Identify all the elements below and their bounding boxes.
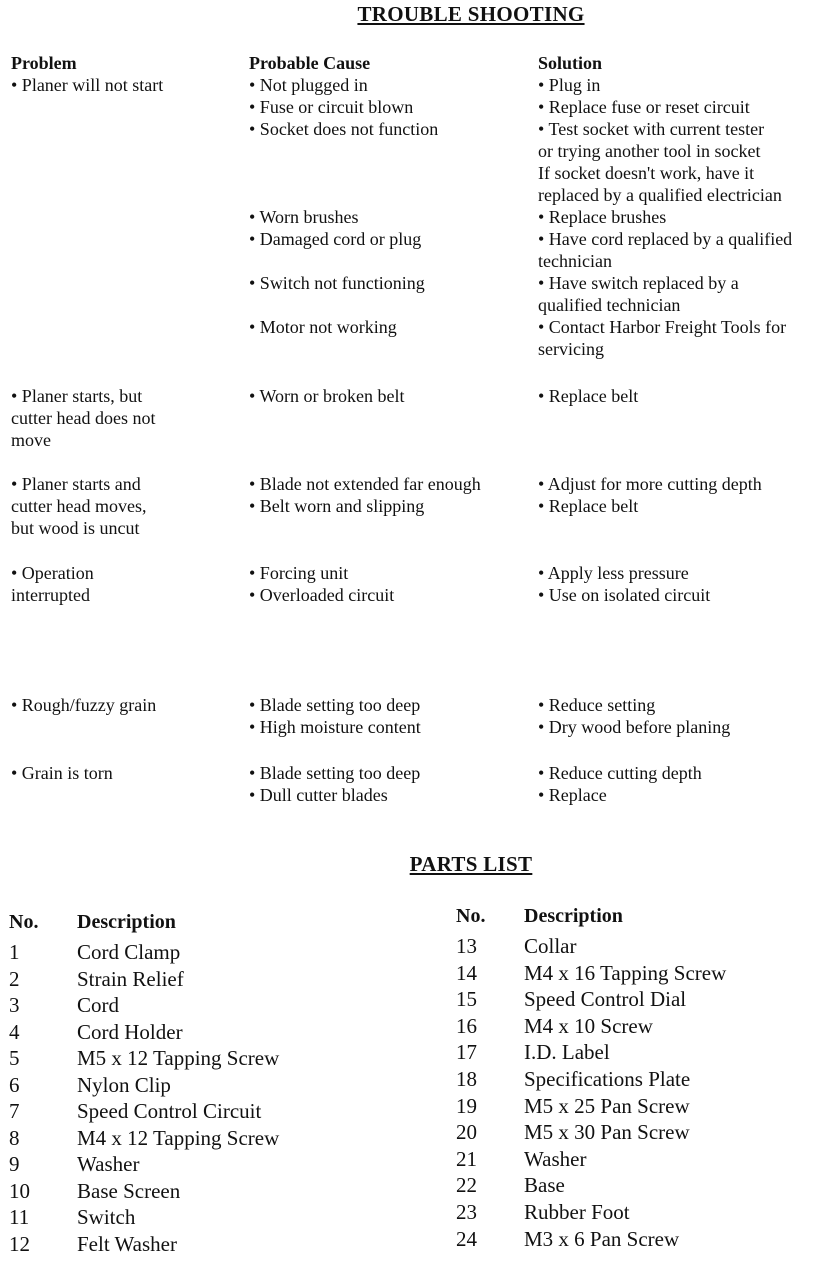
cause-item bbox=[249, 74, 529, 96]
cause-item bbox=[249, 762, 529, 784]
part-number: 20 bbox=[456, 1120, 477, 1145]
solution-item bbox=[538, 206, 816, 228]
problem-cell bbox=[11, 385, 236, 451]
solution-item bbox=[538, 74, 816, 96]
part-description: M5 x 25 Pan Screw bbox=[524, 1093, 690, 1118]
solution-cell bbox=[538, 694, 816, 738]
troubleshooting-title: TROUBLE SHOOTING bbox=[357, 2, 585, 26]
part-description: Washer bbox=[524, 1146, 587, 1171]
solution-cell bbox=[538, 562, 816, 606]
cause-item bbox=[249, 584, 529, 606]
solution-item bbox=[538, 473, 816, 495]
parts-header-description: Description bbox=[524, 905, 623, 927]
problem-text: cutter head does not bbox=[11, 408, 156, 428]
part-description: Cord bbox=[77, 993, 119, 1017]
cause-text: • Overloaded circuit bbox=[249, 585, 395, 605]
part-description: I.D. Label bbox=[524, 1040, 610, 1065]
cause-item bbox=[249, 228, 529, 272]
cause-item bbox=[249, 385, 529, 407]
solution-item bbox=[538, 495, 816, 517]
problem-cell bbox=[11, 562, 236, 606]
part-description: Cord Clamp bbox=[77, 940, 181, 964]
cause-item bbox=[249, 495, 529, 517]
solution-text: • Apply less pressure bbox=[538, 563, 689, 583]
solution-item bbox=[538, 228, 816, 272]
part-description: Felt Washer bbox=[77, 1231, 177, 1256]
cause-cell bbox=[249, 762, 529, 806]
part-number: 7 bbox=[9, 1099, 20, 1123]
solution-text: If socket doesn't work, have it bbox=[538, 163, 755, 183]
part-number: 3 bbox=[9, 993, 20, 1017]
solution-item bbox=[538, 272, 816, 316]
solution-cell bbox=[538, 762, 816, 806]
solution-text: • Test socket with current tester bbox=[538, 119, 765, 139]
part-number: 19 bbox=[456, 1093, 477, 1118]
part-number: 8 bbox=[9, 1125, 20, 1150]
part-number: 16 bbox=[456, 1013, 477, 1038]
cause-text: • Socket does not function bbox=[249, 119, 439, 139]
problem-cell bbox=[11, 74, 236, 96]
part-number: 22 bbox=[456, 1173, 477, 1198]
problem-cell bbox=[11, 473, 236, 539]
solution-text: replaced by a qualified electrician bbox=[538, 185, 782, 205]
cause-text: • Switch not functioning bbox=[249, 273, 425, 293]
solution-text: • Reduce cutting depth bbox=[538, 763, 702, 783]
part-number: 2 bbox=[9, 966, 20, 991]
part-description: M4 x 10 Screw bbox=[524, 1013, 653, 1038]
part-description: M4 x 12 Tapping Screw bbox=[77, 1125, 280, 1150]
part-number: 12 bbox=[9, 1231, 30, 1256]
solution-text: servicing bbox=[538, 339, 604, 359]
cause-text: • Worn brushes bbox=[249, 207, 359, 227]
solution-text: • Have switch replaced by a bbox=[538, 273, 739, 293]
cause-item bbox=[249, 716, 529, 738]
cause-text bbox=[249, 184, 529, 206]
part-number: 24 bbox=[456, 1226, 477, 1251]
part-number: 1 bbox=[9, 940, 20, 964]
solution-item bbox=[538, 316, 816, 360]
cause-text: • Forcing unit bbox=[249, 563, 349, 583]
solution-text: qualified technician bbox=[538, 295, 681, 315]
problem-text: interrupted bbox=[11, 585, 90, 605]
cause-item bbox=[249, 694, 529, 716]
cause-text bbox=[249, 162, 529, 184]
problem-text: move bbox=[11, 430, 51, 450]
cause-text: • Blade setting too deep bbox=[249, 695, 421, 715]
cause-text: • Blade setting too deep bbox=[249, 763, 421, 783]
cause-item bbox=[249, 272, 529, 316]
part-description: M5 x 12 Tapping Screw bbox=[77, 1046, 280, 1070]
part-description: Specifications Plate bbox=[524, 1067, 691, 1091]
part-number: 9 bbox=[9, 1152, 20, 1176]
parts-column-left bbox=[9, 911, 389, 1256]
cause-item bbox=[249, 96, 529, 118]
header-probable-cause: Probable Cause bbox=[249, 53, 371, 73]
problem-cell bbox=[11, 694, 236, 716]
problem-text: • Planer will not start bbox=[11, 75, 164, 95]
cause-text bbox=[249, 250, 529, 272]
part-number: 11 bbox=[9, 1205, 30, 1229]
cause-cell bbox=[249, 74, 529, 360]
solution-text: • Replace fuse or reset circuit bbox=[538, 97, 750, 117]
part-description: Speed Control Circuit bbox=[77, 1099, 262, 1123]
parts-header-no: No. bbox=[9, 911, 39, 933]
part-description: Base bbox=[524, 1173, 565, 1198]
part-description: Base Screen bbox=[77, 1178, 181, 1203]
cause-item bbox=[249, 473, 529, 495]
cause-text: • Dull cutter blades bbox=[249, 785, 388, 805]
cause-text bbox=[249, 338, 529, 360]
part-description: Nylon Clip bbox=[77, 1072, 171, 1097]
problem-text: • Planer starts and bbox=[11, 474, 141, 494]
cause-text: • Blade not extended far enough bbox=[249, 474, 481, 494]
solution-text: • Replace bbox=[538, 785, 607, 805]
problem-text: but wood is uncut bbox=[11, 518, 140, 538]
problem-text: cutter head moves, bbox=[11, 496, 147, 516]
cause-text bbox=[249, 140, 529, 162]
solution-item bbox=[538, 584, 816, 606]
solution-cell bbox=[538, 473, 816, 517]
solution-item bbox=[538, 784, 816, 806]
problem-text: • Planer starts, but bbox=[11, 386, 143, 406]
cause-text: • Motor not working bbox=[249, 317, 397, 337]
solution-text: • Have cord replaced by a qualified bbox=[538, 229, 793, 249]
solution-text: • Replace belt bbox=[538, 496, 639, 516]
part-description: Switch bbox=[77, 1205, 136, 1229]
parts-header-no: No. bbox=[456, 905, 486, 927]
cause-item bbox=[249, 784, 529, 806]
problem-text: • Rough/fuzzy grain bbox=[11, 695, 157, 715]
parts-column-right bbox=[456, 905, 816, 1250]
part-number: 15 bbox=[456, 987, 477, 1012]
cause-cell bbox=[249, 562, 529, 606]
solution-text: • Dry wood before planing bbox=[538, 717, 731, 737]
cause-cell bbox=[249, 473, 529, 517]
part-description: Rubber Foot bbox=[524, 1200, 630, 1224]
cause-text: • Fuse or circuit blown bbox=[249, 97, 414, 117]
part-number: 23 bbox=[456, 1200, 477, 1224]
parts-header-description: Description bbox=[77, 911, 176, 933]
cause-item bbox=[249, 316, 529, 360]
cause-item bbox=[249, 206, 529, 228]
part-number: 18 bbox=[456, 1067, 477, 1091]
part-description: Cord Holder bbox=[77, 1019, 183, 1044]
header-solution: Solution bbox=[538, 53, 603, 73]
part-description: Collar bbox=[524, 934, 577, 958]
solution-text: • Plug in bbox=[538, 75, 601, 95]
cause-cell bbox=[249, 694, 529, 738]
parts-list-title: PARTS LIST bbox=[409, 852, 533, 876]
part-number: 10 bbox=[9, 1178, 30, 1203]
solution-cell bbox=[538, 74, 816, 360]
problem-text: • Grain is torn bbox=[11, 763, 113, 783]
cause-text: • High moisture content bbox=[249, 717, 421, 737]
solution-item bbox=[538, 716, 816, 738]
solution-text: • Adjust for more cutting depth bbox=[538, 474, 762, 494]
part-description: Strain Relief bbox=[77, 966, 184, 991]
part-number: 4 bbox=[9, 1019, 20, 1044]
solution-item bbox=[538, 118, 816, 206]
part-number: 17 bbox=[456, 1040, 477, 1065]
problem-cell bbox=[11, 762, 236, 784]
part-description: M3 x 6 Pan Screw bbox=[524, 1226, 680, 1251]
solution-item bbox=[538, 385, 816, 407]
solution-item bbox=[538, 762, 816, 784]
cause-text: • Worn or broken belt bbox=[249, 386, 405, 406]
cause-item bbox=[249, 118, 529, 206]
solution-item bbox=[538, 562, 816, 584]
part-number: 21 bbox=[456, 1146, 477, 1171]
solution-text: • Use on isolated circuit bbox=[538, 585, 711, 605]
cause-cell bbox=[249, 385, 529, 407]
cause-text: • Damaged cord or plug bbox=[249, 229, 422, 249]
cause-item bbox=[249, 562, 529, 584]
part-number: 14 bbox=[456, 960, 477, 985]
part-description: Speed Control Dial bbox=[524, 987, 687, 1012]
part-description: M5 x 30 Pan Screw bbox=[524, 1120, 690, 1145]
problem-text: • Operation bbox=[11, 563, 94, 583]
part-number: 5 bbox=[9, 1046, 20, 1070]
solution-text: • Replace belt bbox=[538, 386, 639, 406]
cause-text: • Not plugged in bbox=[249, 75, 368, 95]
solution-text: technician bbox=[538, 251, 612, 271]
part-description: Washer bbox=[77, 1152, 140, 1176]
part-description: M4 x 16 Tapping Screw bbox=[524, 960, 727, 985]
part-number: 6 bbox=[9, 1072, 20, 1097]
cause-text: • Belt worn and slipping bbox=[249, 496, 425, 516]
solution-text: • Replace brushes bbox=[538, 207, 667, 227]
cause-text bbox=[249, 294, 529, 316]
solution-cell bbox=[538, 385, 816, 407]
solution-item bbox=[538, 694, 816, 716]
solution-text: or trying another tool in socket bbox=[538, 141, 761, 161]
solution-item bbox=[538, 96, 816, 118]
solution-text: • Contact Harbor Freight Tools for bbox=[538, 317, 787, 337]
solution-text: • Reduce setting bbox=[538, 695, 656, 715]
part-number: 13 bbox=[456, 934, 477, 958]
header-problem: Problem bbox=[11, 53, 77, 73]
